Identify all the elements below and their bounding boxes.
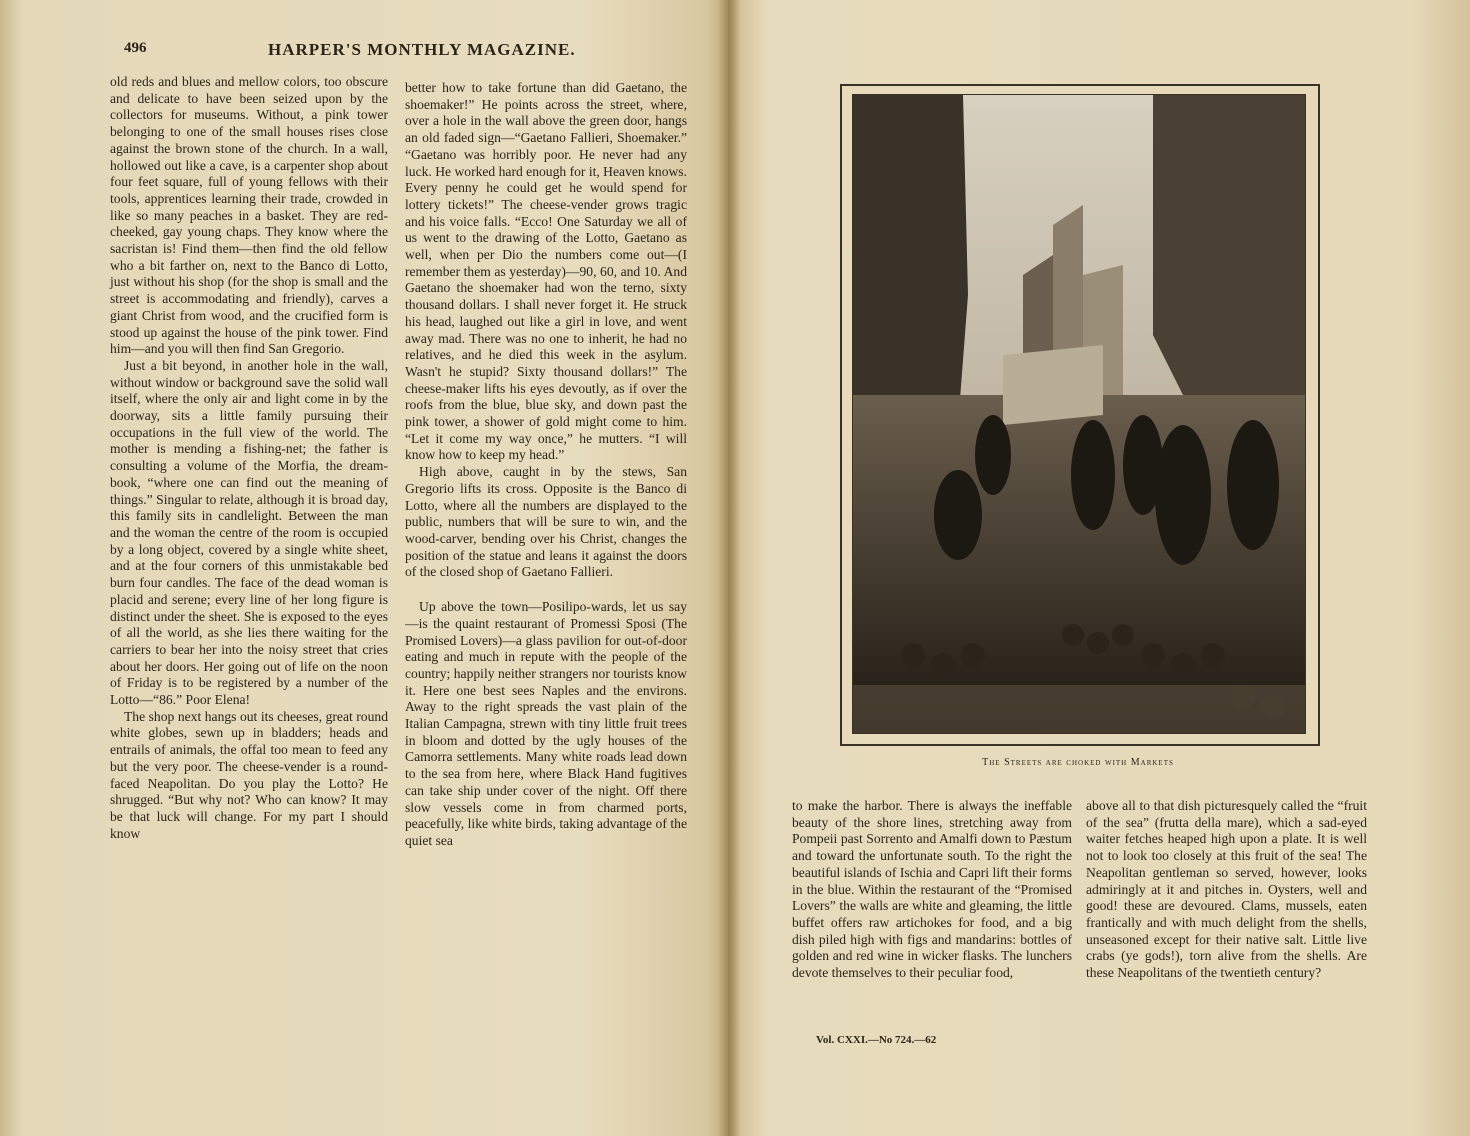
page-number: 496 (124, 40, 147, 56)
text-column-1 (110, 74, 388, 842)
paragraph: Just a bit beyond, in another hole in the wall, without window or background save the solid wall itself, where the only air and light come in by the doorway, sits a little family pursuing their occupations in the full view of the world. The mother is mending a fishing-net; the father is consulting a volume of the Morfia, the dream-book, “where one can find out the meaning of things.” Singular to relate, although it is broad day, this family sits in candlelight. Between the man and the woman the centre of the room is occupied by a long object, covered by a single white sheet, and at the four corners of this unmistakable bed burn four candles. The face of the dead woman is placid and serene; every line of her long figure is distinct under the sheet. She is exposed to the eyes of all the world, as she lies there waiting for the carriers to bear her into the noisy street that cries about her doors. Her going out of life on the noon of Friday is to be registered by a number of the Lotto—“86.” Poor Elena! (110, 357, 388, 708)
running-head-title: HARPER'S MONTHLY MAGAZINE. (268, 40, 576, 59)
market-street-photo (852, 94, 1306, 734)
paragraph: better how to take fortune than did Gaetano, the shoemaker!” He points across the street, where, over a hole in the wall above the green door, hangs an old faded sign—“Gaetano Fallieri, Shoemaker.” “Gaetano was horribly poor. He never had any luck. He worked hard enough for it, Heaven knows. Every penny he could get he would spend for lottery tickets!” The cheese-vender grows tragic and his voice falls. “Ecco! One Saturday we all of us went to the drawing of the Lotto, Gaetano as well, when per Dio the numbers come out—(I remember them as yesterday)—90, 60, and 10. And Gaetano the shoemaker had won the terno, sixty thousand dollars. I shall never forget it. He struck his head, laughed out like a girl in love, and went away mad. There was no one to inherit, he had no relatives, and he died this week in the asylum. Wasn't he stupid? Sixty thousand dollars!” The cheese-maker lifts his eyes devoutly, as if over the roofs from the blue, blue sky, and down past the pink tower, a shower of gold might come to him. “Let it come my way once,” he mutters. “I will know how to keep my head.” (405, 80, 687, 463)
paragraph: High above, caught in by the stews, San Gregorio lifts its cross. Opposite is the Banco di Lotto, where all the numbers are displayed to the public, numbers that will be sure to win, and the wood-carver, bending over his Christ, changes the position of the statue and leans it against the doors of the closed shop of Gaetano Fallieri. (405, 464, 687, 580)
left-page (0, 0, 728, 1136)
volume-folio: Vol. CXXI.—No 724.—62 (816, 1034, 937, 1046)
paragraph: old reds and blues and mellow colors, too obscure and delicate to have been seized upon by the collectors for museums. Without, a pink tower belonging to one of the small houses rises close against the brown stone of the church. In a wall, hollowed out like a cave, is a carpenter shop about four feet square, full of young fellows with their tools, apprentices learning their trade, crowded in like so many peaches in a basket. They are red-cheeked, gay young chaps. They know where the sacristan is! Find them—then find the old fellow who a bit farther on, next to the Banco di Lotto, just without his shop (for the shop is small and the street is accommodating and friendly), carves a giant Christ from wood, and the crucified form is stood up against the house of the pink tower. Find him—and you will then find San Gregorio. (110, 74, 388, 357)
paragraph: The shop next hangs out its cheeses, great round white globes, sewn up in bladders; heads and entrails of animals, the offal too mean to feed any but the very poor. The cheese-vender is a round-faced Neapolitan. Do you play the Lotto? He shrugged. “But why not? Who can know? It may be that luck will change. For my part I should know (110, 708, 388, 841)
text-column-2 (405, 80, 687, 850)
paragraph: Up above the town—Posilipo-wards, let us say—is the quaint restaurant of Promessi Sposi (The Promised Lovers)—a glass pavilion for out-of-door eating and much in repute with the people of the country; happily neither strangers nor tourists know it. Here one best sees Naples and the environs. Away to the right spreads the vast plain of the Italian Campagna, strewn with tiny little fruit trees in bloom and dotted by the ugly houses of the Camorra settlements. Many white roads lead down to the sea from here, where Black Hand fugitives can take ship under cover of the night. Off there slow vessels come in from charmed ports, peacefully, like white birds, taking advantage of the quiet sea (405, 599, 687, 848)
photo-illustration (853, 95, 1305, 733)
paragraph: to make the harbor. There is always the ineffable beauty of the shore lines, stretching away from Pompeii past Sorrento and Amalfi down to Pæstum and toward the unfortunate south. To the right the beautiful islands of Ischia and Capri lift their forms in the blue. Within the restaurant of the “Promised Lovers” the walls are white and gleaming, the little buffet offers raw artichokes for food, and a big dish piled high with figs and mandarins: bottles of golden and red wine in wicker flasks. The lunchers devote themselves to their peculiar food, (792, 798, 1072, 981)
book-gutter (718, 0, 740, 1136)
paragraph: above all to that dish picturesquely called the “fruit of the sea” (frutta della mare), which a sad-eyed waiter fetches heaped high upon a plate. It is well not to look too closely at this fruit of the sea! The Neapolitan gentleman so served, however, looks admiringly at it and pitches in. Oysters, well and good! these are devoured. Clams, mussels, eaten frantically and with much delight from the shells, unseasoned except for their native salt. Little live crabs (ye gods!), torn alive from the shells. Are these Neapolitans of the twentieth century? (1086, 798, 1367, 981)
photo-plate (840, 84, 1320, 746)
text-column-4 (1086, 798, 1367, 982)
running-header (118, 40, 698, 64)
photo-caption: The Streets are choked with Markets (982, 757, 1174, 768)
text-column-3 (792, 798, 1072, 982)
